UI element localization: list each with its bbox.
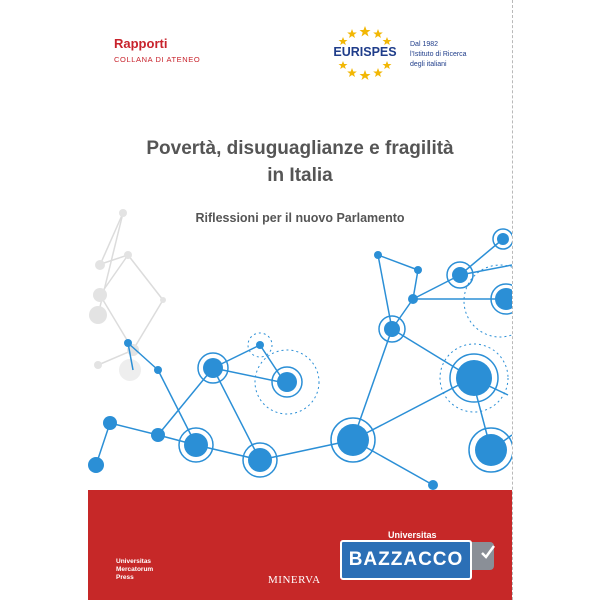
node [469,428,512,472]
book-title-line-2: in Italia [267,165,333,186]
checkmark-icon [480,544,496,560]
universitas-press-logo [116,558,153,582]
node [243,443,277,477]
node [450,354,498,402]
node [331,418,375,462]
node [198,353,228,383]
bazzacco-stamp: BAZZACCO [340,540,472,580]
blue-links [96,239,512,485]
star-icon [339,61,348,69]
node [428,480,438,490]
tagline-line: degli italiani [410,61,447,68]
node [447,262,473,288]
node [256,341,264,349]
book-subtitle: Riflessioni per il nuovo Parlamento [195,211,405,225]
star-icon [383,37,392,45]
star-icon [373,29,383,38]
book-title [88,135,512,189]
network-illustration [88,195,512,490]
tagline-line: Dal 1982 [410,41,439,48]
star-icon [347,29,357,38]
star-icon [339,37,348,45]
star-icon [360,70,371,80]
book-cover [88,0,512,600]
node [179,428,213,462]
grey-nodes [89,209,166,381]
node [154,366,162,374]
star-icon [360,26,371,37]
press-line: Universitas [116,558,152,565]
series-subtitle: COLLANA DI ATENEO [114,55,201,64]
universitas-label: Universitas [388,530,437,540]
node [374,251,382,259]
minerva-imprint: MINERVA [268,574,321,586]
eurispes-wordmark: EURISPES [333,45,397,59]
node [493,229,512,249]
node [414,266,422,274]
node [151,428,165,442]
press-line: Mercatorum [116,566,154,573]
node [88,457,104,473]
book-title-line-1: Povertà, disuguaglianze e fragilità [146,138,454,159]
series-title: Rapporti [114,36,168,51]
press-line: Press [116,574,134,581]
node [408,294,418,304]
star-icon [347,68,357,77]
eurispes-tagline [410,40,467,70]
node [379,316,405,342]
node [103,416,117,430]
node [124,339,132,347]
star-icon [373,68,383,77]
star-icon [383,61,392,69]
page-edge [512,0,513,600]
eurispes-logo [320,24,410,80]
tagline-line: l'Istituto di Ricerca [410,51,467,58]
node [272,367,302,397]
